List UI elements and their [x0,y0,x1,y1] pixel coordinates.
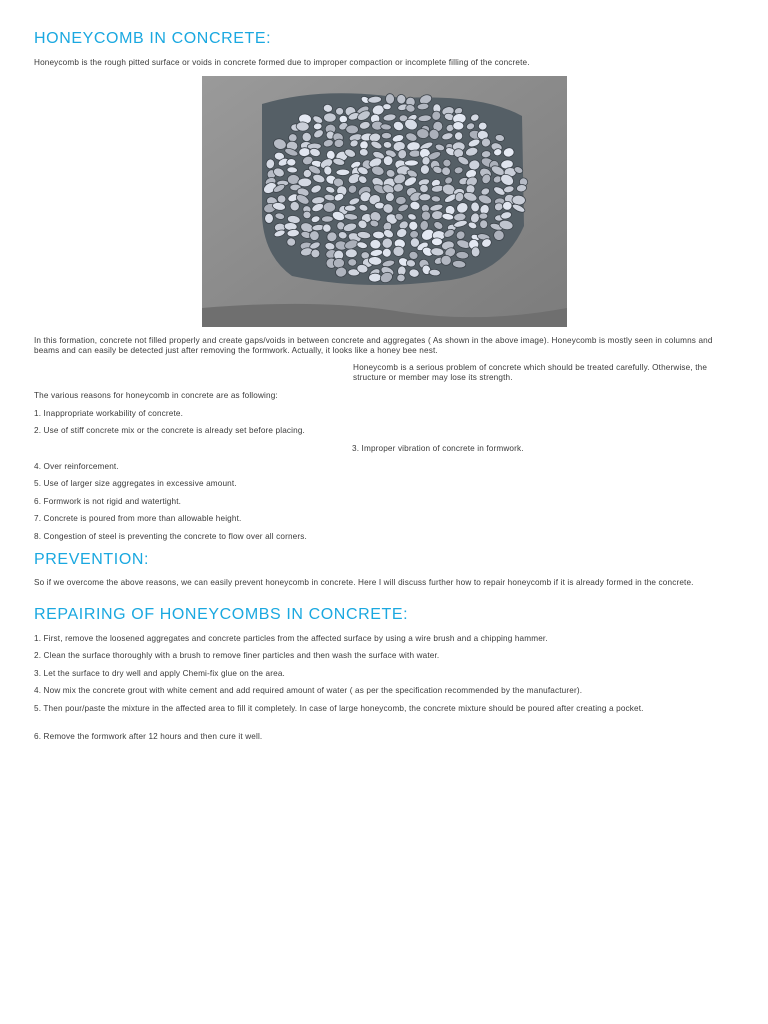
aggregate-stone [323,202,336,212]
aggregate-stone [479,213,488,220]
aggregate-stone [453,121,464,130]
aggregate-stone [287,159,296,167]
aggregate-stone [296,122,309,132]
aggregate-stone [346,125,359,134]
aggregate-stone [385,93,395,104]
heading-prevention: PREVENTION: [34,551,150,568]
reason-item: 8. Congestion of steel is preventing the concrete to flow over all corners. [34,532,307,541]
repair-step: 1. First, remove the loosened aggregates and concrete particles from the affected surface by using a wire brush and a chipping hammer. [34,634,548,643]
heading-repairing: REPAIRING OF HONEYCOMBS IN CONCRETE: [34,606,409,623]
repair-step: 3. Let the surface to dry well and apply Chemi-fix glue on the area. [34,669,285,678]
reason-item: 4. Over reinforcement. [34,462,119,471]
aggregate-stone [299,147,311,157]
aggregate-stone [368,273,381,282]
reason-item: 7. Concrete is poured from more than allowable height. [34,514,242,523]
repair-step: 4. Now mix the concrete grout with white cement and add required amount of water ( as per the specification recommended by the manufacturer). [34,686,583,695]
reason-item: 1. Inappropriate workability of concrete. [34,409,184,418]
aggregate-stone [344,205,356,211]
aggregate-stone [479,220,488,229]
aggregate-stone [310,231,320,241]
aggregate-stone [404,160,418,166]
reason-item: 5. Use of larger size aggregates in excessive amount. [34,479,237,488]
repair-step: 5. Then pour/paste the mixture in the affected area to fill it completely. In case of large honeycomb, the concrete mixture should be poured after creating a pocket. [34,704,644,713]
honeycomb-photo [202,76,567,327]
repair-step: 6. Remove the formwork after 12 hours and then cure it well. [34,732,263,741]
aggregate-stone [512,195,526,205]
heading-honeycomb: HONEYCOMB IN CONCRETE: [34,30,272,47]
intro-paragraph: Honeycomb is the rough pitted surface or voids in concrete formed due to improper compaction or incomplete filling of the concrete. [34,58,530,67]
aggregate-stone [311,249,321,258]
aggregate-stone [381,132,391,139]
aggregate-stone [431,238,442,246]
aggregate-stone [321,216,333,223]
serious-note: Honeycomb is a serious problem of concrete which should be treated carefully. Otherwise, the structure or member may lose its strength. [353,363,708,382]
aggregate-stone [345,249,357,258]
aggregate-stone [348,259,357,267]
reasons-intro: The various reasons for honeycomb in concrete are as following: [34,391,278,400]
aggregate-stone [287,166,298,173]
reason-item: 6. Formwork is not rigid and watertight. [34,497,182,506]
aggregate-stone [383,104,392,110]
aggregate-stone [333,258,345,268]
aggregate-stone [324,113,337,122]
aggregate-stone [336,169,350,176]
aggregate-stone [265,213,274,223]
repair-step: 2. Clean the surface thoroughly with a brush to remove finer particles and then wash the surface with water. [34,651,440,660]
aggregate-stone [383,156,393,166]
prevention-paragraph: So if we overcome the above reasons, we can easily prevent honeycomb in concrete. Here I will discuss further how to repair honeycomb if it is already formed in the concrete. [34,578,694,587]
formation-paragraph: In this formation, concrete not filled properly and create gaps/voids in between concrete and aggregates ( As shown in the above image). Honeycomb is mostly seen in columns and beams and can easily be detected just after removing the formwork. Actually, it looks like a honey bee nest. [34,336,713,355]
aggregate-stone [277,195,286,203]
reason-item: 3. Improper vibration of concrete in formwork. [352,444,524,453]
aggregate-stone [471,247,480,257]
aggregate-stone [335,107,344,115]
aggregate-stone [397,274,406,282]
aggregate-stone [419,193,431,201]
reason-item: 2. Use of stiff concrete mix or the concrete is already set before placing. [34,426,305,435]
aggregate-stone [339,115,348,123]
